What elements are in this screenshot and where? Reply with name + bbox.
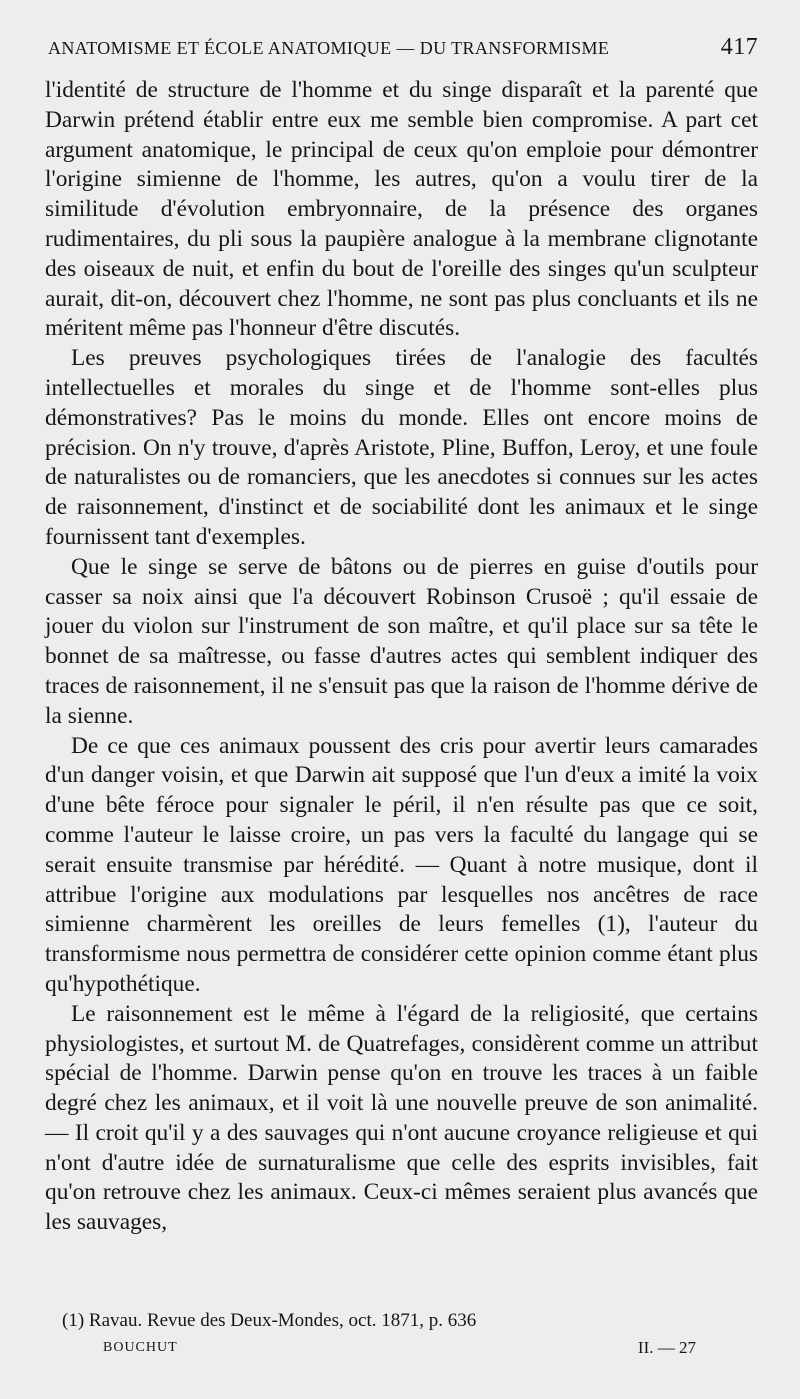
footnote: (1) Ravau. Revue des Deux-Mondes, oct. 1871, p. 636 <box>62 1310 477 1331</box>
paragraph: l'identité de structure de l'homme et du singe disparaît et la parenté que Darwin prétend établir entre eux me semble bien compromise. A part cet argument anatomique, le principal de ceux qu'on emploie pour démontrer l'origine simienne de l'homme, les autres, qu'on a voulu tirer de la similitude d'évolution embryonnaire, de la présence des organes rudimentaires, du pli sous la paupière analogue à la membrane clignotante des oiseaux de nuit, et enfin du bout de l'oreille des singes qu'un sculpteur aurait, dit-on, découvert chez l'homme, ne sont pas plus concluants et ils ne méritent même pas l'honneur d'être discutés. <box>45 77 758 342</box>
body-text <box>45 76 758 1238</box>
paragraph: De ce que ces animaux poussent des cris pour avertir leurs camarades d'un danger voisin, et que Darwin ait supposé que l'un d'eux a imité la voix d'une bête féroce pour signaler le péril, il n'en résulte pas que ce soit, comme l'auteur le laisse croire, un pas vers la faculté du langage qui se serait ensuite transmise par hérédité. — Quant à notre musique, dont il attribue l'origine aux modulations par lesquelles nos ancêtres de race simienne charmèrent les oreilles de leurs femelles (1), l'auteur du transformisme nous permettra de considérer cette opinion comme étant plus qu'hypothétique. <box>45 732 758 997</box>
running-title: ANATOMISME ET ÉCOLE ANATOMIQUE — DU TRANSFORMISME <box>48 38 610 58</box>
page-number: 417 <box>720 34 758 60</box>
paragraph: Que le singe se serve de bâtons ou de pierres en guise d'outils pour casser sa noix ainsi que l'a découvert Robinson Crusoë ; qu'il essaie de jouer du violon sur l'instrument de son maître, et qu'il place sur sa tête le bonnet de sa maîtresse, ou fasse d'autres actes qui semblent indiquer des traces de raisonnement, il ne s'ensuit pas que la raison de l'homme dérive de la sienne. <box>45 553 758 729</box>
sheet-mark: II. — 27 <box>637 1338 696 1357</box>
paragraph: Les preuves psychologiques tirées de l'analogie des facultés intellectuelles et morales du singe et de l'homme sont-elles plus démonstratives? Pas le moins du monde. Elles ont encore moins de précision. On n'y trouve, d'après Aristote, Pline, Buffon, Leroy, et une foule de naturalistes ou de romanciers, que les anecdotes si connues sur les actes de raisonnement, d'instinct et de sociabilité dont les animaux et le singe fournissent tant d'exemples. <box>45 345 758 550</box>
paragraph: Le raisonnement est le même à l'égard de la religiosité, que certains physiologistes, et surtout M. de Quatrefages, considèrent comme un attribut spécial de l'homme. Darwin pense qu'on en trouve les traces à un faible degré chez les animaux, et il voit là une nouvelle preuve de son animalité. — Il croit qu'il y a des sauvages qui n'ont aucune croyance religieuse et qui n'ont d'autre idée de surnaturalisme que celle des esprits invisibles, fait qu'on retrouve chez les animaux. Ceux-ci mêmes seraient plus avancés que les sauvages, <box>45 1000 758 1236</box>
printer-signature: BOUCHUT <box>103 1340 178 1355</box>
